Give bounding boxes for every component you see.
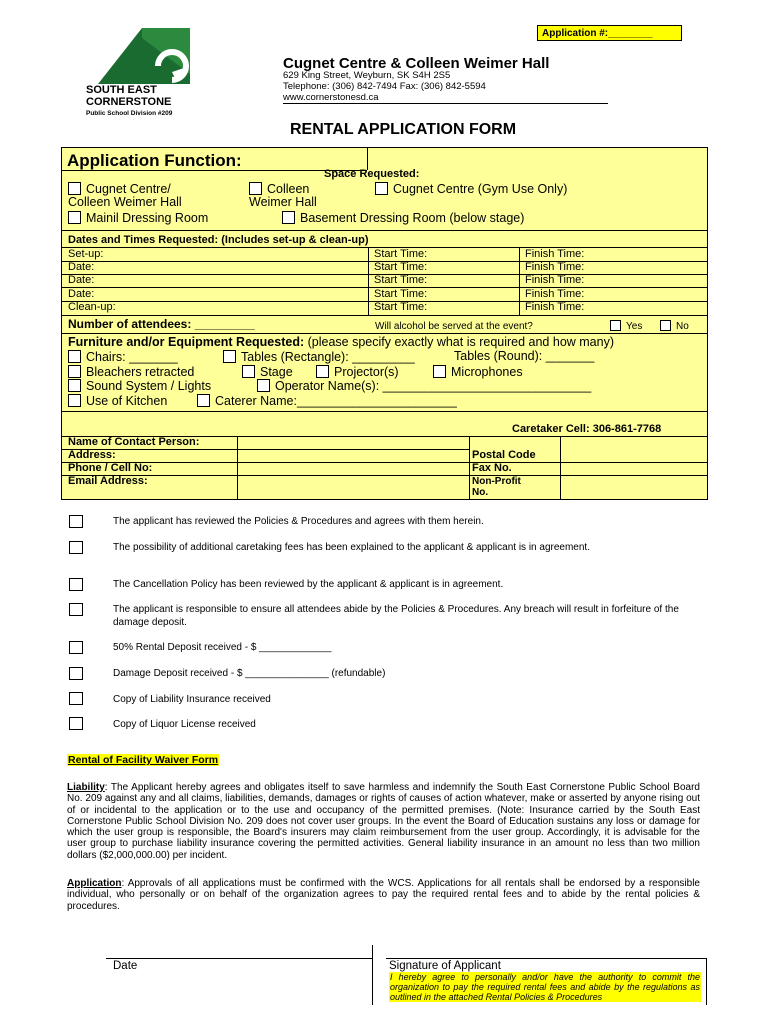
venue-phones: Telephone: (306) 842-7494 Fax: (306) 842-5594 bbox=[283, 81, 486, 92]
checklist-checkbox[interactable] bbox=[69, 515, 83, 528]
nonprofit-label-line2: No. bbox=[472, 487, 489, 498]
cleanup-label: Clean-up: bbox=[68, 301, 116, 313]
application-form-box bbox=[61, 147, 708, 500]
divider bbox=[367, 148, 368, 170]
equip-kitchen[interactable]: Use of Kitchen bbox=[68, 394, 167, 408]
space-colleen-line2: Weimer Hall bbox=[249, 195, 317, 209]
checklist-item-attendees: The applicant is responsible to ensure all attendees abide by the Policies & Procedures. Any breach will result in forfeiture of the damage deposit. bbox=[113, 604, 679, 628]
space-basement[interactable]: Basement Dressing Room (below stage) bbox=[282, 211, 524, 225]
checklist-checkbox[interactable] bbox=[69, 667, 83, 680]
checkbox[interactable] bbox=[610, 320, 621, 331]
equip-tables-rect[interactable]: Tables (Rectangle): _________ bbox=[223, 350, 415, 364]
finish-time-label: Finish Time: bbox=[525, 248, 585, 260]
divider bbox=[62, 462, 707, 463]
checkbox[interactable] bbox=[242, 365, 255, 378]
finish-time-label: Finish Time: bbox=[525, 261, 585, 273]
form-title: RENTAL APPLICATION FORM bbox=[290, 121, 517, 138]
fax-label: Fax No. bbox=[472, 462, 512, 474]
divider bbox=[62, 475, 707, 476]
equip-bleachers[interactable]: Bleachers retracted bbox=[68, 365, 194, 379]
date-label: Date: bbox=[68, 274, 95, 286]
equip-stage[interactable]: Stage bbox=[242, 365, 293, 379]
nonprofit-label: Non-Profit bbox=[472, 476, 521, 487]
finish-time-label: Finish Time: bbox=[525, 274, 585, 286]
equip-sound[interactable]: Sound System / Lights bbox=[68, 379, 211, 393]
date-label: Date: bbox=[68, 288, 95, 300]
alcohol-question: Will alcohol be served at the event? bbox=[375, 321, 533, 332]
checklist-item-policies: The applicant has reviewed the Policies & Procedures and agrees with them herein. bbox=[113, 516, 484, 527]
venue-title: Cugnet Centre & Colleen Weimer Hall bbox=[283, 55, 550, 72]
equip-microphones[interactable]: Microphones bbox=[433, 365, 523, 379]
checkbox[interactable] bbox=[375, 182, 388, 195]
caretaker-cell: Caretaker Cell: 306-861-7768 bbox=[512, 423, 662, 435]
checkbox[interactable] bbox=[197, 394, 210, 407]
divider bbox=[62, 333, 707, 334]
contact-email-label: Email Address: bbox=[68, 475, 148, 487]
checkbox[interactable] bbox=[68, 379, 81, 392]
checklist-checkbox[interactable] bbox=[69, 641, 83, 654]
divider bbox=[62, 230, 707, 231]
divider bbox=[368, 247, 369, 315]
checklist-checkbox[interactable] bbox=[69, 717, 83, 730]
checklist-item-rental-deposit: 50% Rental Deposit received - $ _____________ bbox=[113, 642, 332, 653]
equip-projector[interactable]: Projector(s) bbox=[316, 365, 399, 379]
checkbox[interactable] bbox=[257, 379, 270, 392]
dates-heading: Dates and Times Requested: (Includes set-up & clean-up) bbox=[68, 234, 369, 246]
checklist-item-liquor: Copy of Liquor License received bbox=[113, 719, 256, 730]
equip-caterer[interactable]: Caterer Name:_______________________ bbox=[197, 394, 457, 408]
checkbox[interactable] bbox=[68, 394, 81, 407]
finish-time-label: Finish Time: bbox=[525, 288, 585, 300]
liability-paragraph: Liability: The Applicant hereby agrees and obligates itself to save harmless and indemnify the South East Cornerstone Public School Board No. 209 against any and all claims, liabilities, demands, damages or rights of causes of action whatever, make or asserted by anyone rising out of or incidental to the application or to the use and occupancy of the permitted premises. (Note: Insurance carried by the South East Cornerstone Public School Division No. 209 does not cover user groups. In the event the Board of Education sustains any loss or damage for which the user group is responsible, the Board's insurers may claim reimbursement from the user group. Accordingly, it is advisable for the user group to purchase liability insurance covering the permitted activities. General liability insurance in an amount no less than two million dollars ($2,000,000.00) per incident. bbox=[67, 782, 700, 861]
logo-text-line1: SOUTH EAST bbox=[86, 84, 157, 96]
waiver-title: Rental of Facility Waiver Form bbox=[68, 754, 219, 766]
attendees-field[interactable]: Number of attendees: _________ bbox=[68, 317, 255, 331]
equipment-heading: Furniture and/or Equipment Requested: (please specify exactly what is required and how many) bbox=[68, 335, 614, 349]
application-number-field[interactable]: Application #:________ bbox=[537, 25, 682, 41]
checklist-checkbox[interactable] bbox=[69, 578, 83, 591]
equip-chairs[interactable]: Chairs: _______ bbox=[68, 350, 178, 364]
start-time-label: Start Time: bbox=[374, 274, 428, 286]
checkbox[interactable] bbox=[316, 365, 329, 378]
signature-line bbox=[386, 958, 706, 959]
signature-label[interactable]: Signature of Applicant bbox=[389, 960, 501, 972]
venue-website[interactable]: www.cornerstonesd.ca bbox=[283, 92, 379, 103]
space-colleen[interactable]: Colleen bbox=[249, 182, 309, 196]
checklist-checkbox[interactable] bbox=[69, 692, 83, 705]
divider bbox=[237, 436, 238, 500]
signature-note: I hereby agree to personally and/or have the authority to commit the organization to pay the required rental fees and abide by the regulations as outlined in the attached Rental Policies & Procedures bbox=[390, 972, 700, 1002]
start-time-label: Start Time: bbox=[374, 248, 428, 260]
function-heading: Application Function: bbox=[67, 151, 242, 170]
divider bbox=[62, 315, 707, 316]
divider bbox=[62, 449, 469, 450]
checkbox[interactable] bbox=[68, 182, 81, 195]
checkbox[interactable] bbox=[68, 350, 81, 363]
equip-operator[interactable]: Operator Name(s): ______________________________ bbox=[257, 379, 591, 393]
logo-text-line2: CORNERSTONE bbox=[86, 96, 172, 108]
divider bbox=[62, 411, 707, 412]
space-mainil[interactable]: Mainil Dressing Room bbox=[68, 211, 208, 225]
contact-phone-label: Phone / Cell No: bbox=[68, 462, 153, 474]
date-label[interactable]: Date bbox=[113, 960, 138, 972]
space-gym[interactable]: Cugnet Centre (Gym Use Only) bbox=[375, 182, 567, 196]
checklist-item-insurance: Copy of Liability Insurance received bbox=[113, 694, 271, 705]
checkbox[interactable] bbox=[433, 365, 446, 378]
alcohol-no[interactable]: No bbox=[660, 320, 689, 333]
space-cugnet-colleen[interactable]: Cugnet Centre/ bbox=[68, 182, 171, 196]
postal-code-label: Postal Code bbox=[472, 449, 536, 461]
header-rule bbox=[283, 103, 608, 104]
start-time-label: Start Time: bbox=[374, 301, 428, 313]
space-cugnet-colleen-line2: Colleen Weimer Hall bbox=[68, 195, 182, 209]
divider bbox=[519, 247, 520, 315]
checklist-item-caretaking: The possibility of additional caretaking fees has been explained to the applicant & applicant is in agreement. bbox=[113, 542, 590, 553]
divider bbox=[469, 436, 470, 500]
application-paragraph: Application: Approvals of all applications must be confirmed with the WCS. Applications for all rentals shall be endorsed by a responsible individual, who personally or on behalf of the organization agrees to pay the required rental fees and to abide by the rental policies & procedures. bbox=[67, 878, 700, 912]
start-time-label: Start Time: bbox=[374, 288, 428, 300]
checkbox[interactable] bbox=[68, 365, 81, 378]
checkbox[interactable] bbox=[223, 350, 236, 363]
space-requested-label: Space Requested: bbox=[324, 168, 420, 180]
divider bbox=[62, 170, 367, 171]
checkbox[interactable] bbox=[249, 182, 262, 195]
checklist-checkbox[interactable] bbox=[69, 541, 83, 554]
equip-tables-round[interactable]: Tables (Round): _______ bbox=[454, 349, 595, 363]
venue-address: 629 King Street, Weyburn, SK S4H 2S5 bbox=[283, 70, 451, 81]
logo-text-line3: Public School Division #209 bbox=[86, 110, 173, 117]
date-line bbox=[106, 958, 372, 959]
finish-time-label: Finish Time: bbox=[525, 301, 585, 313]
date-label: Date: bbox=[68, 261, 95, 273]
checkbox[interactable] bbox=[660, 320, 671, 331]
alcohol-yes[interactable]: Yes bbox=[610, 320, 642, 333]
checklist-item-cancellation: The Cancellation Policy has been reviewed by the applicant & applicant is in agreement. bbox=[113, 579, 504, 590]
contact-address-label: Address: bbox=[68, 449, 116, 461]
divider bbox=[560, 436, 561, 500]
start-time-label: Start Time: bbox=[374, 261, 428, 273]
checkbox[interactable] bbox=[68, 211, 81, 224]
checklist-checkbox[interactable] bbox=[69, 603, 83, 616]
divider bbox=[372, 945, 373, 1005]
divider bbox=[706, 958, 707, 1005]
checkbox[interactable] bbox=[282, 211, 295, 224]
contact-name-label: Name of Contact Person: bbox=[68, 436, 200, 448]
setup-label: Set-up: bbox=[68, 248, 104, 260]
checklist-item-damage-deposit: Damage Deposit received - $ _______________ (refundable) bbox=[113, 668, 386, 679]
